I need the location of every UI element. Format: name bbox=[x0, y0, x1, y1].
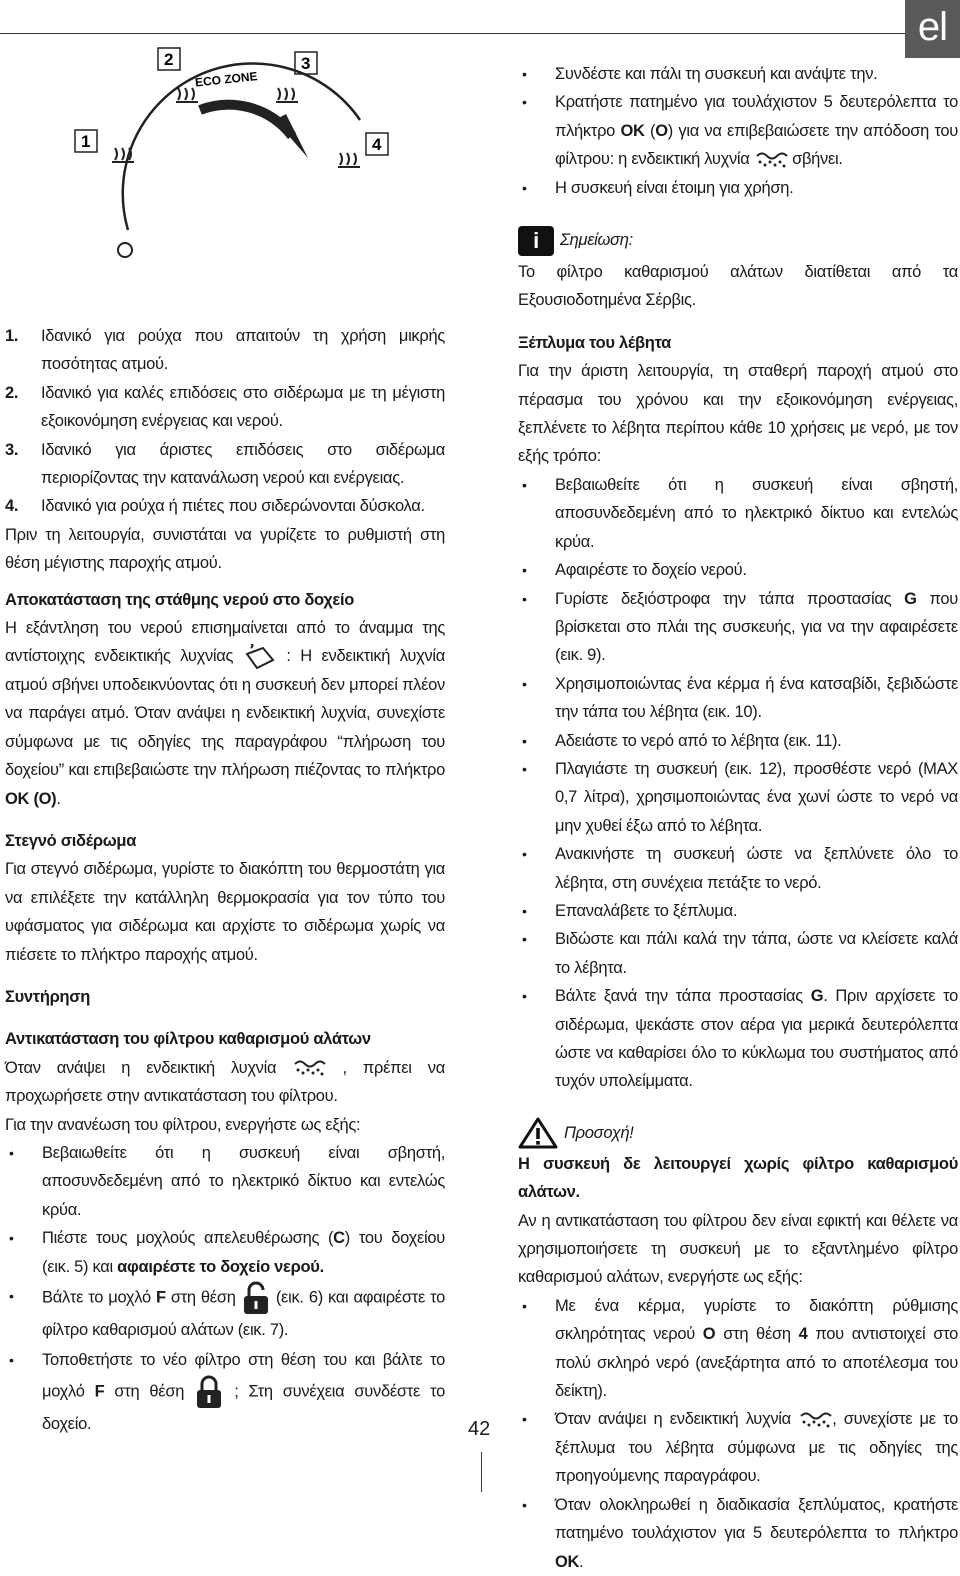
rinse-steps-list bbox=[518, 471, 958, 1096]
eco-zone-label: ECO ZONE bbox=[194, 69, 259, 90]
unlock-icon bbox=[241, 1281, 271, 1315]
empty-water-icon bbox=[243, 644, 277, 670]
filter-steps-continued bbox=[518, 60, 958, 202]
caution-text: Αν η αντικατάσταση του φίλτρου δεν είναι εφικτή και θέλετε να χρησιμοποιήσετε τη συσκευή με το εξαντλημένο φίλτρο καθαρισμού αλάτων, ενεργήστε ως εξής: bbox=[518, 1211, 958, 1287]
warning-icon bbox=[518, 1117, 558, 1149]
left-column bbox=[5, 322, 445, 1439]
steam-dial-figure bbox=[60, 40, 440, 270]
list-item: • Βάλτε ξανά την τάπα προστασίας G. Πριν αρχίσετε το σιδέρωμα, ψεκάστε στον αέρα για μερικά δευτερόλεπτα ώστε να καθαρίσει όλο το κύκλωμα του συστήματος από τυχόν υπολείμματα. bbox=[518, 982, 958, 1096]
list-item: • Βάλτε το μοχλό F στη θέση (εικ. 6) και αφαιρέστε το φίλτρο καθαρισμού αλάτων (εικ. 7). bbox=[5, 1281, 445, 1345]
list-item: • Με ένα κέρμα, γυρίστε το διακόπτη ρύθμισης σκληρότητας νερού O στη θέση 4 που αντιστοιχεί στο πολύ σκληρό νερό (ανεξάρτητα από το αποτέλεσμα του δείκτη). bbox=[518, 1292, 958, 1406]
list-item: • Όταν ολοκληρωθεί η διαδικασία ξεπλύματος, κρατήστε πατημένο τουλάχιστον για 5 δευτερόλεπτα το πλήκτρο OK. bbox=[518, 1491, 958, 1576]
setting-item-1: 1. Ιδανικό για ρούχα που απαιτούν τη χρήση μικρής ποσότητας ατμού. bbox=[5, 327, 445, 374]
list-item: • Βεβαιωθείτε ότι η συσκευή είναι σβηστή, αποσυνδεδεμένη από το ηλεκτρικό δίκτυο και εντελώς κρύα. bbox=[518, 471, 958, 556]
lock-icon bbox=[194, 1375, 224, 1409]
dial-label-3: 3 bbox=[301, 54, 311, 73]
list-item: • Κρατήστε πατημένο για τουλάχιστον 5 δευτερόλεπτα το πλήκτρο OK (O) για να επιβεβαιώσετε την απόδοση του φίλτρου: η ενδεικτική λυχνία σβήνει. bbox=[518, 88, 958, 173]
steam-icon-3 bbox=[276, 88, 298, 102]
list-item: • Η συσκευή είναι έτοιμη για χρήση. bbox=[518, 174, 958, 202]
rinse-section-title: Ξέπλυμα του λέβητα bbox=[518, 333, 672, 352]
footer-rule bbox=[481, 1452, 482, 1492]
caution-title: Προσοχή! bbox=[564, 1123, 634, 1142]
filter-section-title: Αντικατάσταση του φίλτρου καθαρισμού αλάτων bbox=[5, 1030, 371, 1049]
filter-intro: Όταν ανάψει η ενδεικτική λυχνία , πρέπει να προχωρήσετε στην αντικατάσταση του φίλτρου. bbox=[5, 1058, 445, 1106]
filter-lamp-icon bbox=[754, 150, 788, 170]
list-item: • Βεβαιωθείτε ότι η συσκευή είναι σβηστή, αποσυνδεδεμένη από το ηλεκτρικό δίκτυο και εντελώς κρύα. bbox=[5, 1139, 445, 1224]
settings-note: Πριν τη λειτουργία, συνιστάται να γυρίζετε το ρυθμιστή στη θέση μέγιστης παροχής ατμού. bbox=[5, 525, 445, 573]
setting-item-4: 4. Ιδανικό για ρούχα ή πιέτες που σιδερώνονται δύσκολα. bbox=[5, 497, 425, 516]
water-section-title: Αποκατάσταση της στάθμης νερού στο δοχείο bbox=[5, 590, 355, 609]
steam-icon-4 bbox=[338, 153, 360, 167]
page-number: 42 bbox=[468, 1418, 491, 1440]
list-item: • Πλαγιάστε τη συσκευή (εικ. 12), προσθέστε νερό (MAX 0,7 λίτρα), χρησιμοποιώντας ένα χωνί ώστε το νερό να μην χυθεί έξω από το λέβητα. bbox=[518, 755, 958, 840]
steam-icon-1 bbox=[112, 148, 134, 162]
note-header bbox=[518, 222, 958, 258]
list-item: • Επαναλάβετε το ξέπλυμα. bbox=[518, 897, 958, 925]
note-title: Σημείωση: bbox=[560, 231, 633, 250]
list-item: • Αφαιρέστε το δοχείο νερού. bbox=[518, 556, 958, 584]
list-item: • Βιδώστε και πάλι καλά την τάπα, ώστε να κλείσετε καλά το λέβητα. bbox=[518, 925, 958, 982]
dry-section-text: Για στεγνό σιδέρωμα, γυρίστε το διακόπτη του θερμοστάτη για να επιλέξετε την κατάλληλη θερμοκρασία για τον τύπο του υφάσματος για σιδέρωμα και αρχίστε το σιδέρωμα χωρίς να πιέσετε το πλήκτρο παροχής ατμού. bbox=[5, 860, 445, 964]
list-item: • Πιέστε τους μοχλούς απελευθέρωσης (C) του δοχείου (εικ. 5) και αφαιρέστε το δοχείο νερού. bbox=[5, 1224, 445, 1281]
caution-bold: Η συσκευή δε λειτουργεί χωρίς φίλτρο καθαρισμού αλάτων. bbox=[518, 1154, 958, 1202]
filter-lead: Για την ανανέωση του φίλτρου, ενεργήστε ως εξής: bbox=[5, 1115, 361, 1134]
caution-steps-list bbox=[518, 1292, 958, 1576]
setting-item-3: 3. Ιδανικό για άριστες επιδόσεις στο σιδέρωμα περιορίζοντας την κατανάλωση νερού και ενέργειας. bbox=[5, 440, 445, 488]
info-icon: i bbox=[518, 226, 554, 256]
filter-lamp-icon bbox=[292, 1058, 326, 1078]
list-item: • Γυρίστε δεξιόστροφα την τάπα προστασίας G που βρίσκεται στο πλάι της συσκευής, για να την αφαιρέσετε (εικ. 9). bbox=[518, 585, 958, 670]
filter-steps-list bbox=[5, 1139, 445, 1439]
steam-icon-2 bbox=[176, 88, 198, 102]
setting-item-2: 2. Ιδανικό για καλές επιδόσεις στο σιδέρωμα με τη μέγιστη εξοικονόμηση ενέργειας και νερού. bbox=[5, 383, 445, 431]
dial-label-1: 1 bbox=[81, 132, 91, 151]
right-column bbox=[518, 60, 958, 1576]
maintenance-title: Συντήρηση bbox=[5, 987, 91, 1006]
note-text: Το φίλτρο καθαρισμού αλάτων διατίθεται από τα Εξουσιοδοτημένα Σέρβις. bbox=[518, 263, 958, 310]
list-item: • Ανακινήστε τη συσκευή ώστε να ξεπλύνετε όλο το λέβητα, στη συνέχεια πετάξτε το νερό. bbox=[518, 840, 958, 897]
list-item: • Όταν ανάψει η ενδεικτική λυχνία , συνεχίστε με το ξέπλυμα του λέβητα σύμφωνα με τις οδηγίες της προηγούμενης παραγράφου. bbox=[518, 1405, 958, 1490]
list-item: • Συνδέστε και πάλι τη συσκευή και ανάψτε την. bbox=[518, 60, 958, 88]
dial-label-2: 2 bbox=[164, 50, 174, 69]
caution-header bbox=[518, 1116, 958, 1150]
header-rule bbox=[0, 33, 905, 34]
dry-section-title: Στεγνό σιδέρωμα bbox=[5, 831, 137, 850]
language-tab: el bbox=[905, 0, 960, 58]
list-item: • Χρησιμοποιώντας ένα κέρμα ή ένα κατσαβίδι, ξεβιδώστε την τάπα του λέβητα (εικ. 10). bbox=[518, 670, 958, 727]
filter-lamp-icon bbox=[798, 1410, 832, 1430]
list-item: • Αδειάστε το νερό από το λέβητα (εικ. 11). bbox=[518, 727, 958, 755]
water-section-text: Η εξάντληση του νερού επισημαίνεται από το άναμμα της αντίστοιχης ενδεικτικής λυχνίας : Η ενδεικτική λυχνία ατμού σβήνει υποδεικνύοντας ότι η συσκευή δεν μπορεί πλέον να παράγει ατμό. Όταν ανάψει η ενδεικτική λυχνία, συνεχίστε σύμφωνα με τις οδηγίες της παραγράφου “πλήρωση του δοχείου” και επιβεβαιώστε την πλήρωση πιέζοντας το πλήκτρο OK (O). bbox=[5, 619, 445, 808]
rinse-intro: Για την άριστη λειτουργία, τη σταθερή παροχή ατμού στο πέρασμα του χρόνου και την εξοικονόμηση ενέργειας, ξεπλένετε το λέβητα περίπου κάθε 10 χρήσεις με νερό, με τον εξής τρόπο: bbox=[518, 362, 958, 466]
dial-label-4: 4 bbox=[372, 135, 382, 154]
list-item: • Τοποθετήστε το νέο φίλτρο στη θέση του και βάλτε το μοχλό F στη θέση ; Στη συνέχεια συνδέστε το δοχείο. bbox=[5, 1345, 445, 1439]
